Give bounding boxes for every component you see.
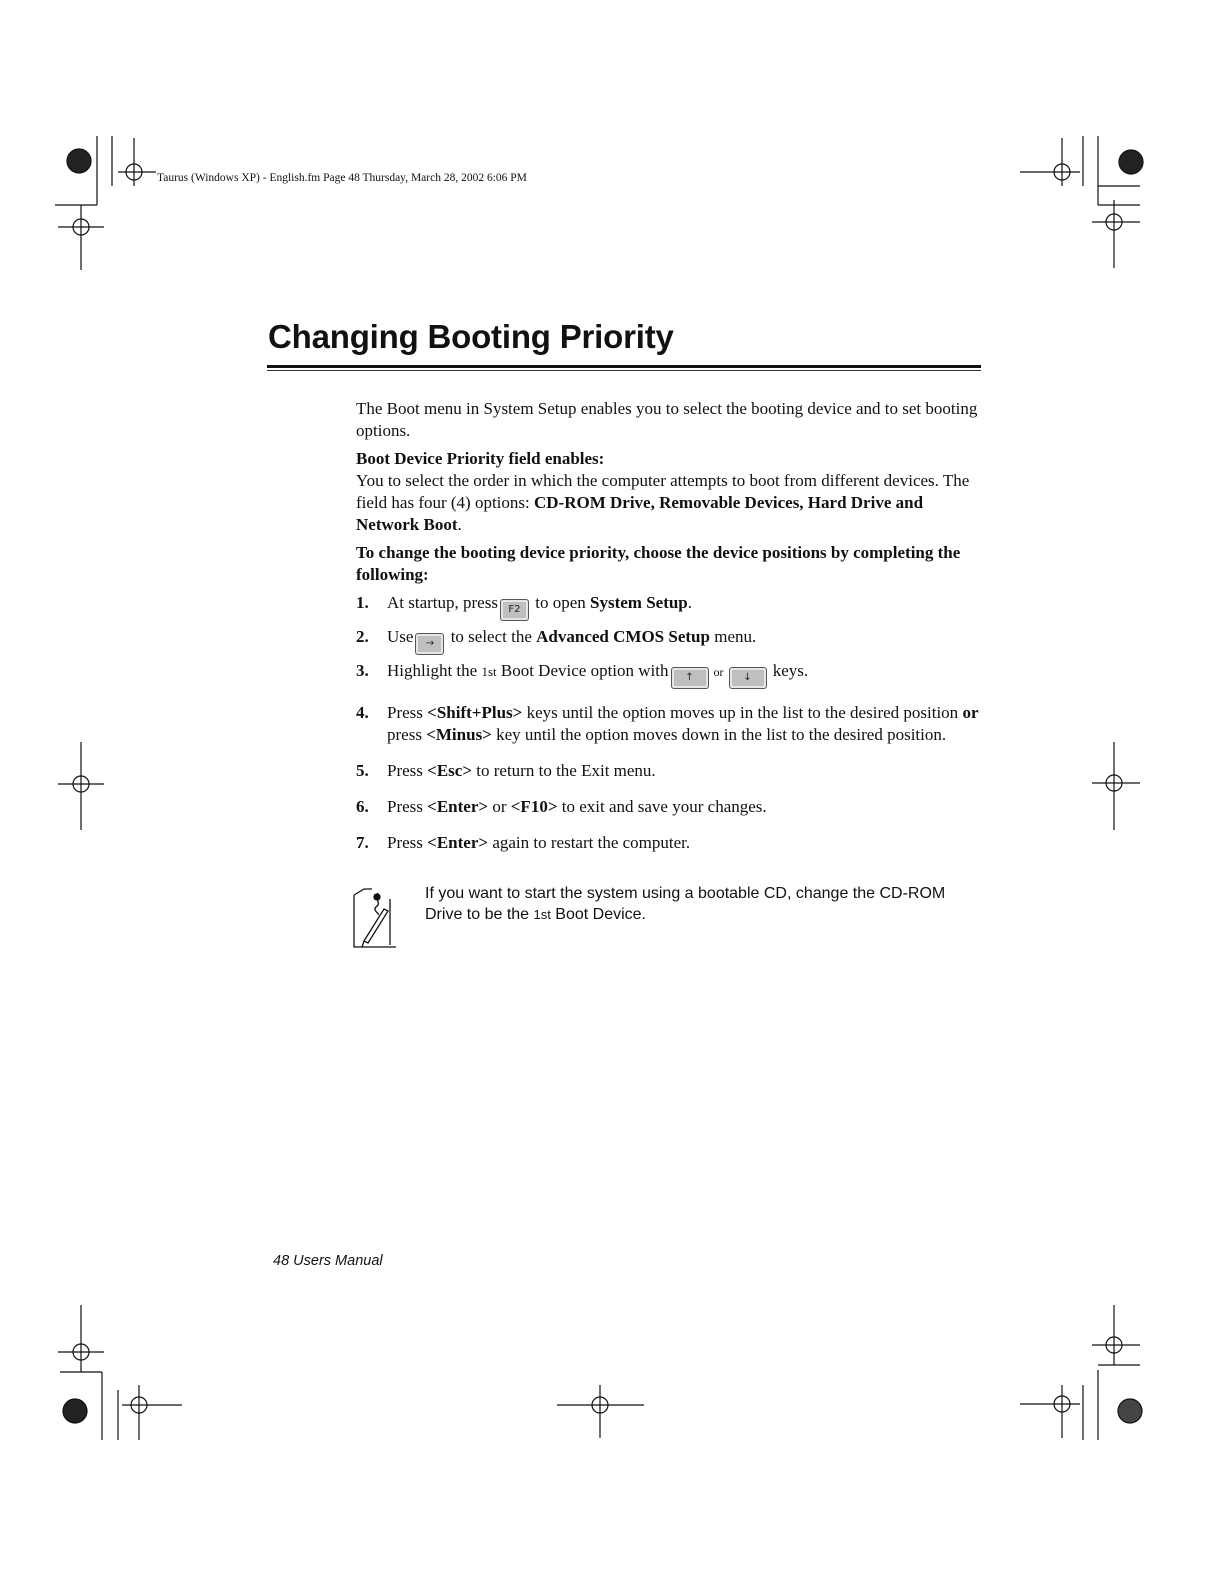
list-item: 6. Press <Enter> or <F10> to exit and save your changes. (356, 797, 767, 816)
list-item: 2. Use → to select the Advanced CMOS Setup menu. (356, 626, 984, 655)
list-item: 7. Press <Enter> again to restart the computer. (356, 833, 691, 852)
intro-paragraph: The Boot menu in System Setup enables you to select the booting device and to set booting options. (356, 399, 978, 440)
file-header: Taurus (Windows XP) - English.fm Page 48 Thursday, March 28, 2002 6:06 PM (157, 172, 527, 184)
arrow-key-icon: → (415, 633, 444, 655)
up-arrow-key-icon: ↑ (671, 667, 709, 689)
list-item: 1. At startup, press F2 to open System Setup. (356, 592, 984, 621)
steps-list (356, 592, 984, 854)
field-heading: Boot Device Priority field enables: (356, 449, 605, 468)
note-text: If you want to start the system using a bootable CD, change the CD-ROM Drive to be the 1st Boot Device. (425, 885, 946, 923)
title-rule-thin (267, 370, 981, 371)
list-item: 4. Press <Shift+Plus> keys until the option moves up in the list to the desired position or press <Minus> key until the option moves down in the list to the desired position. (356, 703, 979, 744)
field-description: You to select the order in which the computer attempts to boot from different devices. The field has four (4) options: CD-ROM Drive, Removable Devices, Hard Drive and Network Boot. (356, 471, 970, 534)
field-options: CD-ROM Drive, Removable Devices, Hard Drive and Network Boot (356, 493, 924, 534)
f2-key-icon: F2 (500, 599, 529, 621)
list-item: 3. Highlight the 1st Boot Device option with ↑ or ↓ keys. (356, 660, 984, 689)
list-item: 5. Press <Esc> to return to the Exit menu. (356, 761, 656, 780)
title-rule (267, 365, 981, 368)
note-icon (350, 885, 400, 951)
page-title: Changing Booting Priority (268, 318, 674, 355)
procedure-heading: To change the booting device priority, choose the device positions by completing the following: (356, 543, 961, 584)
page-footer: 48 Users Manual (273, 1253, 383, 1269)
down-arrow-key-icon: ↓ (729, 667, 767, 689)
body-content (356, 398, 984, 854)
